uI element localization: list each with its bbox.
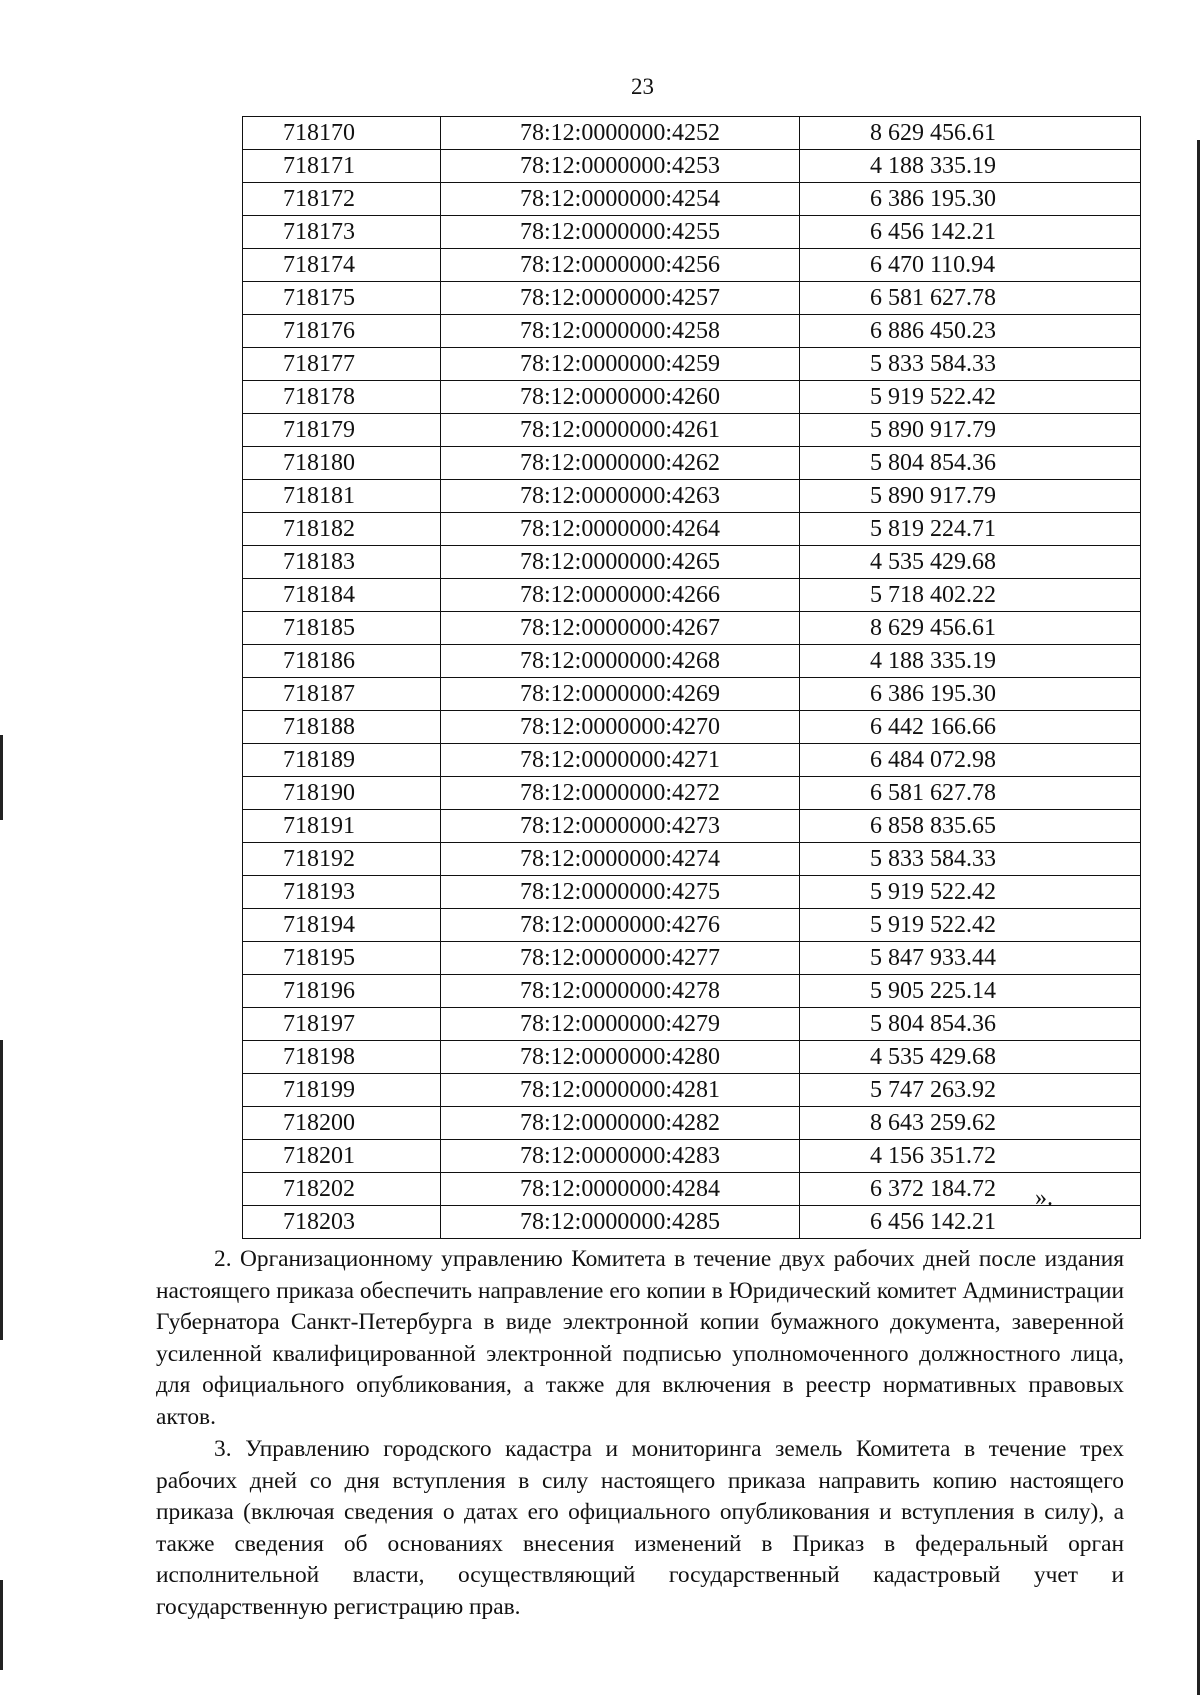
value-cell: 6 581 627.78 — [800, 282, 1141, 315]
cadastral-number-cell: 78:12:0000000:4284 — [441, 1173, 800, 1206]
cadastral-number-cell: 78:12:0000000:4265 — [441, 546, 800, 579]
cadastral-number-cell: 78:12:0000000:4282 — [441, 1107, 800, 1140]
page-number: 23 — [631, 74, 654, 99]
value-cell: 8 643 259.62 — [800, 1107, 1141, 1140]
row-id-cell: 718186 — [243, 645, 441, 678]
cadastral-number-cell: 78:12:0000000:4261 — [441, 414, 800, 447]
value-cell: 4 535 429.68 — [800, 1041, 1141, 1074]
value-cell: 6 372 184.72 — [800, 1173, 1141, 1206]
row-id-cell: 718194 — [243, 909, 441, 942]
cadastral-number-cell: 78:12:0000000:4259 — [441, 348, 800, 381]
row-id-cell: 718191 — [243, 810, 441, 843]
table-row — [243, 150, 1141, 183]
table-row — [243, 546, 1141, 579]
table-row — [243, 579, 1141, 612]
table-row — [243, 315, 1141, 348]
table-row — [243, 381, 1141, 414]
cadastral-number-cell: 78:12:0000000:4269 — [441, 678, 800, 711]
row-id-cell: 718183 — [243, 546, 441, 579]
row-id-cell: 718203 — [243, 1206, 441, 1239]
table-row — [243, 612, 1141, 645]
table-row — [243, 909, 1141, 942]
row-id-cell: 718196 — [243, 975, 441, 1008]
value-cell: 5 804 854.36 — [800, 447, 1141, 480]
table-row — [243, 414, 1141, 447]
cadastral-number-cell: 78:12:0000000:4281 — [441, 1074, 800, 1107]
cadastral-number-cell: 78:12:0000000:4257 — [441, 282, 800, 315]
value-cell: 6 886 450.23 — [800, 315, 1141, 348]
row-id-cell: 718172 — [243, 183, 441, 216]
value-cell: 5 819 224.71 — [800, 513, 1141, 546]
cadastral-number-cell: 78:12:0000000:4278 — [441, 975, 800, 1008]
row-id-cell: 718177 — [243, 348, 441, 381]
table-row — [243, 810, 1141, 843]
table-row — [243, 513, 1141, 546]
scan-edge-mark — [0, 1580, 3, 1670]
row-id-cell: 718182 — [243, 513, 441, 546]
cadastral-number-cell: 78:12:0000000:4260 — [441, 381, 800, 414]
row-id-cell: 718187 — [243, 678, 441, 711]
table-row — [243, 282, 1141, 315]
row-id-cell: 718189 — [243, 744, 441, 777]
cadastral-number-cell: 78:12:0000000:4253 — [441, 150, 800, 183]
cadastral-number-cell: 78:12:0000000:4262 — [441, 447, 800, 480]
value-cell: 5 833 584.33 — [800, 348, 1141, 381]
scan-edge-mark — [0, 735, 3, 820]
table-row — [243, 480, 1141, 513]
value-cell: 5 718 402.22 — [800, 579, 1141, 612]
table-row — [243, 1008, 1141, 1041]
table-row — [243, 1140, 1141, 1173]
row-id-cell: 718202 — [243, 1173, 441, 1206]
row-id-cell: 718181 — [243, 480, 441, 513]
value-cell: 5 890 917.79 — [800, 480, 1141, 513]
scan-edge-mark — [0, 1040, 3, 1340]
cadastral-number-cell: 78:12:0000000:4267 — [441, 612, 800, 645]
cadastral-number-cell: 78:12:0000000:4270 — [441, 711, 800, 744]
row-id-cell: 718193 — [243, 876, 441, 909]
value-cell: 8 629 456.61 — [800, 612, 1141, 645]
cadastral-number-cell: 78:12:0000000:4263 — [441, 480, 800, 513]
cadastral-number-cell: 78:12:0000000:4277 — [441, 942, 800, 975]
cadastral-number-cell: 78:12:0000000:4255 — [441, 216, 800, 249]
value-cell: 6 470 110.94 — [800, 249, 1141, 282]
value-cell: 5 747 263.92 — [800, 1074, 1141, 1107]
table-row — [243, 843, 1141, 876]
value-cell: 4 188 335.19 — [800, 645, 1141, 678]
value-cell: 5 804 854.36 — [800, 1008, 1141, 1041]
cadastral-number-cell: 78:12:0000000:4283 — [441, 1140, 800, 1173]
table-row — [243, 876, 1141, 909]
table-row — [243, 1206, 1141, 1239]
paragraph-2: 2. Организационному управлению Комитета в течение двух рабочих дней после издания настоящего приказа обеспечить направление его копии в Юридический комитет Администрации Губернатора Санкт-Петербурга в виде электронной копии бумажного документа, заверенной усиленной квалифицированной электронной подписью уполномоченного должностного лица, для официального опубликования, а также для включения в реестр нормативных правовых актов. — [156, 1246, 1124, 1430]
row-id-cell: 718171 — [243, 150, 441, 183]
cadastral-number-cell: 78:12:0000000:4266 — [441, 579, 800, 612]
row-id-cell: 718190 — [243, 777, 441, 810]
cadastral-number-cell: 78:12:0000000:4275 — [441, 876, 800, 909]
table-row — [243, 744, 1141, 777]
table-row — [243, 645, 1141, 678]
cadastral-number-cell: 78:12:0000000:4285 — [441, 1206, 800, 1239]
row-id-cell: 718178 — [243, 381, 441, 414]
cadastral-number-cell: 78:12:0000000:4264 — [441, 513, 800, 546]
table-row — [243, 678, 1141, 711]
cadastral-number-cell: 78:12:0000000:4279 — [441, 1008, 800, 1041]
table-row — [243, 1173, 1141, 1206]
cadastral-number-cell: 78:12:0000000:4280 — [441, 1041, 800, 1074]
table-row — [243, 1041, 1141, 1074]
value-cell: 5 905 225.14 — [800, 975, 1141, 1008]
row-id-cell: 718198 — [243, 1041, 441, 1074]
table-body — [243, 117, 1141, 1239]
row-id-cell: 718192 — [243, 843, 441, 876]
value-cell: 6 386 195.30 — [800, 183, 1141, 216]
paragraph-3: 3. Управлению городского кадастра и мониторинга земель Комитета в течение трех рабочих дней со дня вступления в силу настоящего приказа направить копию настоящего приказа (включая сведения о датах его официального опубликования и вступления в силу), а также сведения об основаниях внесения изменений в Приказ в федеральный орган исполнительной власти, осуществляющий государственный кадастровый учет и государственную регистрацию прав. — [156, 1436, 1124, 1620]
cadastral-table — [242, 116, 1141, 1239]
value-cell: 5 890 917.79 — [800, 414, 1141, 447]
value-cell: 8 629 456.61 — [800, 117, 1141, 150]
value-cell: 6 386 195.30 — [800, 678, 1141, 711]
value-cell: 4 188 335.19 — [800, 150, 1141, 183]
cadastral-number-cell: 78:12:0000000:4268 — [441, 645, 800, 678]
value-cell: 6 858 835.65 — [800, 810, 1141, 843]
cadastral-number-cell: 78:12:0000000:4254 — [441, 183, 800, 216]
cadastral-number-cell: 78:12:0000000:4258 — [441, 315, 800, 348]
row-id-cell: 718188 — [243, 711, 441, 744]
cadastral-number-cell: 78:12:0000000:4274 — [441, 843, 800, 876]
row-id-cell: 718185 — [243, 612, 441, 645]
cadastral-number-cell: 78:12:0000000:4272 — [441, 777, 800, 810]
table-row — [243, 777, 1141, 810]
row-id-cell: 718197 — [243, 1008, 441, 1041]
table-row — [243, 1107, 1141, 1140]
row-id-cell: 718184 — [243, 579, 441, 612]
table-row — [243, 942, 1141, 975]
row-id-cell: 718174 — [243, 249, 441, 282]
row-id-cell: 718195 — [243, 942, 441, 975]
row-id-cell: 718173 — [243, 216, 441, 249]
cadastral-number-cell: 78:12:0000000:4256 — [441, 249, 800, 282]
value-cell: 6 442 166.66 — [800, 711, 1141, 744]
row-id-cell: 718180 — [243, 447, 441, 480]
table-row — [243, 117, 1141, 150]
closing-quote: ». — [1035, 1185, 1053, 1211]
cadastral-number-cell: 78:12:0000000:4273 — [441, 810, 800, 843]
value-cell: 5 919 522.42 — [800, 876, 1141, 909]
cadastral-number-cell: 78:12:0000000:4276 — [441, 909, 800, 942]
row-id-cell: 718201 — [243, 1140, 441, 1173]
row-id-cell: 718175 — [243, 282, 441, 315]
row-id-cell: 718199 — [243, 1074, 441, 1107]
value-cell: 5 919 522.42 — [800, 381, 1141, 414]
value-cell: 5 919 522.42 — [800, 909, 1141, 942]
value-cell: 6 581 627.78 — [800, 777, 1141, 810]
row-id-cell: 718200 — [243, 1107, 441, 1140]
table-row — [243, 183, 1141, 216]
value-cell: 5 833 584.33 — [800, 843, 1141, 876]
value-cell: 6 456 142.21 — [800, 1206, 1141, 1239]
row-id-cell: 718176 — [243, 315, 441, 348]
value-cell: 4 156 351.72 — [800, 1140, 1141, 1173]
body-text — [156, 1244, 1124, 1623]
table-row — [243, 216, 1141, 249]
value-cell: 5 847 933.44 — [800, 942, 1141, 975]
value-cell: 6 484 072.98 — [800, 744, 1141, 777]
value-cell: 4 535 429.68 — [800, 546, 1141, 579]
table-row — [243, 348, 1141, 381]
cadastral-number-cell: 78:12:0000000:4252 — [441, 117, 800, 150]
cadastral-number-cell: 78:12:0000000:4271 — [441, 744, 800, 777]
table-row — [243, 447, 1141, 480]
row-id-cell: 718179 — [243, 414, 441, 447]
table-row — [243, 1074, 1141, 1107]
table-row — [243, 249, 1141, 282]
row-id-cell: 718170 — [243, 117, 441, 150]
table-row — [243, 975, 1141, 1008]
value-cell: 6 456 142.21 — [800, 216, 1141, 249]
table-row — [243, 711, 1141, 744]
